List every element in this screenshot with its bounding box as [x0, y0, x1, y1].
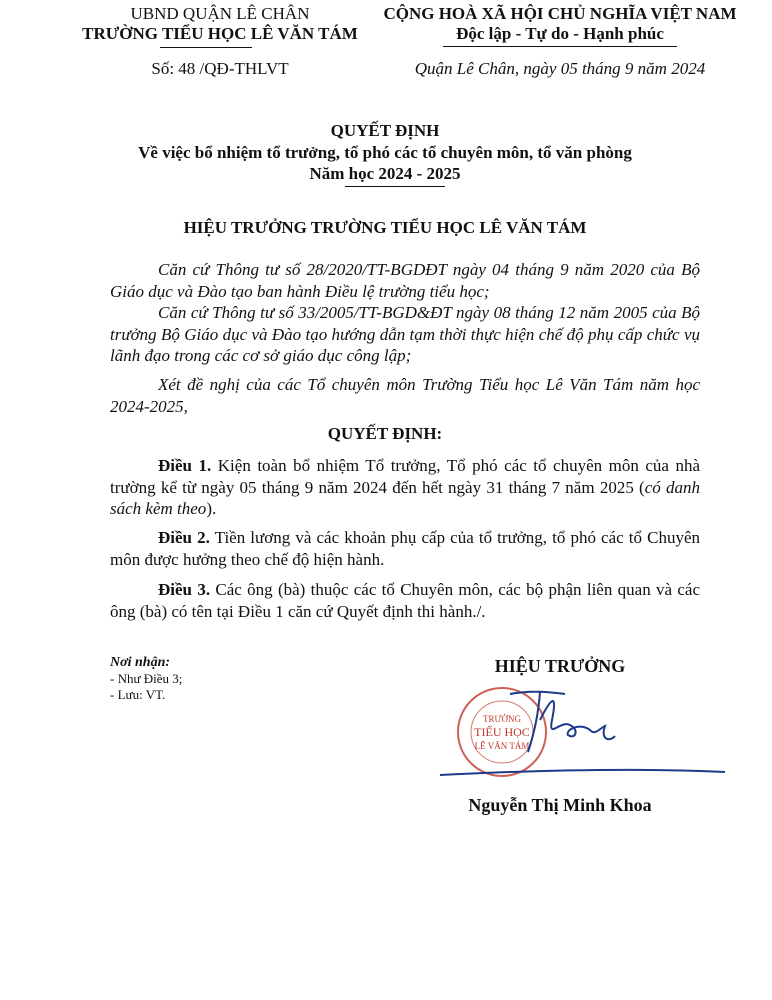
decision-heading: QUYẾT ĐỊNH: — [327, 424, 443, 443]
doc-subject: Về việc bổ nhiệm tổ trưởng, tổ phó các tổ chuyên môn, tổ văn phòng — [138, 142, 632, 162]
basis-2: Căn cứ Thông tư số 33/2005/TT-BGD&ĐT ngày 08 tháng 12 năm 2005 của Bộ trưởng Bộ Giáo dục và Đào tạo hướng dẫn tạm thời thực hiện chế độ phụ cấp chức vụ lãnh đạo trong các cơ sở giáo dục công lập; — [110, 303, 700, 366]
article-text: Các ông (bà) thuộc các tổ Chuyên môn, các bộ phận liên quan và các ông (bà) có tên tại Điều 1 căn cứ Quyết định thi hành./. — [110, 580, 701, 621]
recipient-item: - Lưu: VT. — [110, 687, 166, 702]
divider — [345, 186, 445, 187]
nation-name: CỘNG HOÀ XÃ HỘI CHỦ NGHĨA VIỆT NAM — [383, 4, 737, 23]
recipients — [110, 655, 182, 703]
article-1 — [110, 455, 700, 520]
authority: HIỆU TRƯỞNG TRƯỜNG TIỂU HỌC LÊ VĂN TÁM — [183, 218, 587, 237]
stamp-signature — [440, 680, 730, 780]
article-text: Tiền lương và các khoản phụ cấp của tổ trưởng, tổ phó các tổ Chuyên môn được hưởng theo chế độ hiện hành. — [110, 528, 700, 569]
article-text: Kiện toàn bổ nhiệm Tổ trưởng, Tổ phó các tổ chuyên môn của nhà trường kể từ ngày 05 tháng 9 năm 2024 đến hết ngày 31 tháng 7 năm 2025 ( — [110, 456, 701, 497]
article-tail: ). — [206, 499, 217, 519]
signer-name: Nguyễn Thị Minh Khoa — [468, 795, 652, 815]
article-label: Điều 2. — [158, 528, 210, 547]
place-date: Quận Lê Chân, ngày 05 tháng 9 năm 2024 — [414, 59, 706, 78]
header-right — [375, 4, 745, 79]
article-italic: có danh sách kèm theo — [110, 477, 700, 519]
signer-title: HIỆU TRƯỞNG — [494, 656, 626, 676]
motto: Độc lập - Tự do - Hạnh phúc — [456, 24, 664, 43]
recipient-item: - Như Điều 3; — [110, 671, 183, 686]
divider — [160, 47, 252, 48]
recipients-heading: Nơi nhận: — [110, 655, 171, 670]
doc-type: QUYẾT ĐỊNH — [330, 121, 440, 140]
document-number: Số: 48 /QĐ-THLVT — [151, 59, 289, 78]
divider — [443, 46, 677, 47]
article-label: Điều 3. — [158, 580, 211, 599]
svg-text:TIỂU HỌC: TIỂU HỌC — [474, 725, 530, 739]
doc-year: Năm học 2024 - 2025 — [309, 164, 461, 183]
school-name: TRƯỜNG TIỂU HỌC LÊ VĂN TÁM — [82, 24, 358, 43]
article-label: Điều 1. — [158, 456, 212, 475]
article-3 — [110, 579, 700, 622]
agency-name: UBND QUẬN LÊ CHÂN — [130, 4, 310, 23]
article-2 — [110, 527, 700, 570]
basis-3: Xét đề nghị của các Tổ chuyên môn Trường Tiểu học Lê Văn Tám năm học 2024-2025, — [110, 375, 700, 416]
basis-1: Căn cứ Thông tư số 28/2020/TT-BGDĐT ngày 04 tháng 9 năm 2020 của Bộ Giáo dục và Đào tạo ban hành Điều lệ trường tiểu học; — [110, 260, 700, 301]
svg-text:TRƯỜNG: TRƯỜNG — [483, 714, 521, 724]
header-left — [60, 4, 380, 79]
document-title — [60, 120, 710, 185]
svg-text:LÊ VĂN TÁM: LÊ VĂN TÁM — [474, 741, 530, 751]
